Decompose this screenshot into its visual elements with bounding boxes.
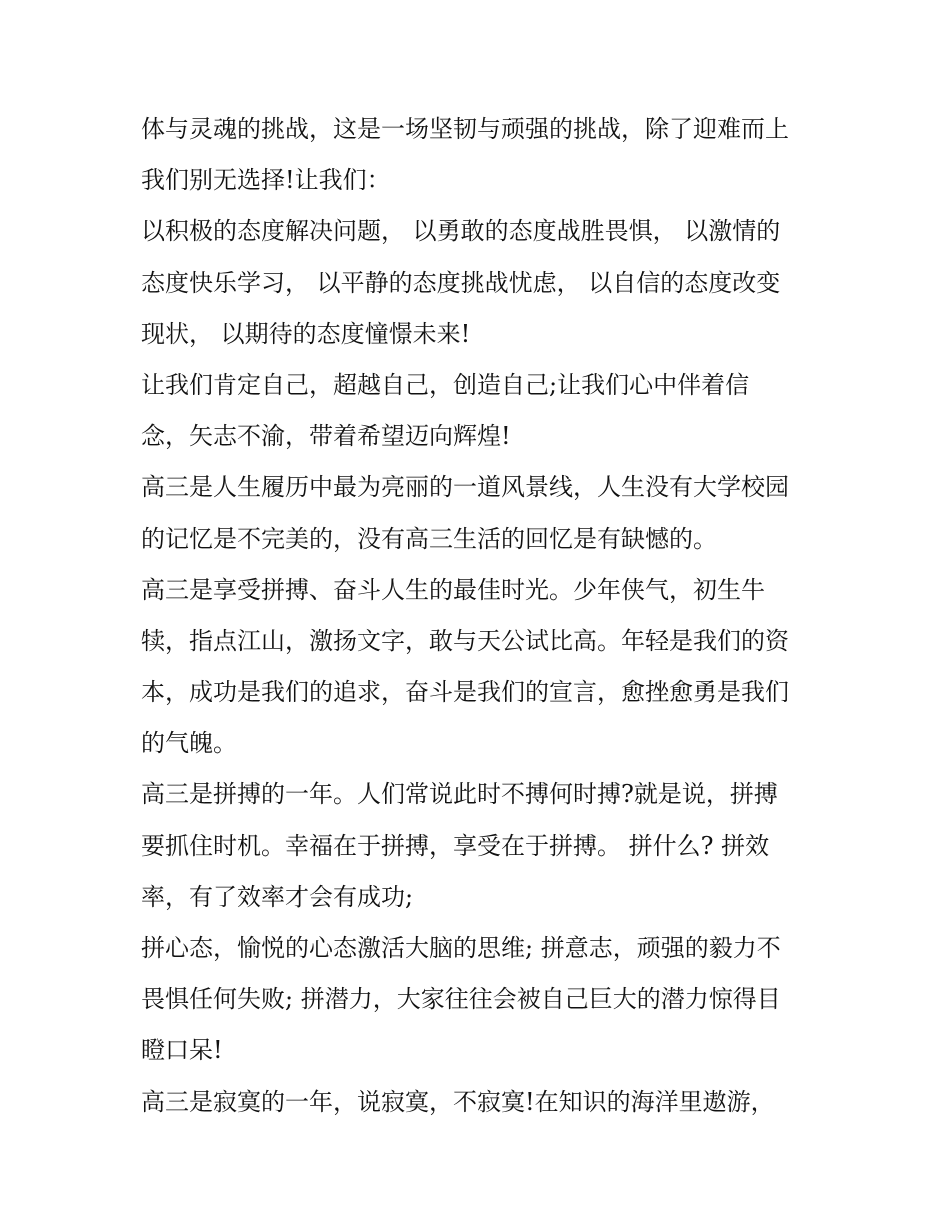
text-line: 犊，指点江山，激扬文字，敢与天公试比高。年轻是我们的资: [141, 626, 789, 655]
text-line: 要抓住时机。幸福在于拼搏，享受在于拼搏。 拼什么? 拼效: [141, 831, 770, 860]
text-line: 念，矢志不渝，带着希望迈向辉煌!: [141, 422, 511, 451]
body-text: [141, 104, 821, 1128]
text-line: 高三是人生履历中最为亮丽的一道风景线，人生没有大学校园: [141, 473, 789, 502]
text-line: 率，有了效率才会有成功;: [141, 882, 414, 911]
text-line: 拼心态，愉悦的心态激活大脑的思维; 拼意志，顽强的毅力不: [141, 934, 781, 962]
text-line: 让我们肯定自己，超越自己，创造自己;让我们心中伴着信: [141, 370, 750, 399]
text-line: 高三是拼搏的一年。人们常说此时不搏何时搏?就是说，拼搏: [141, 780, 778, 809]
text-line: 高三是享受拼搏、奋斗人生的最佳时光。少年侠气，初生牛: [141, 575, 765, 604]
text-line: 现状， 以期待的态度憧憬未来!: [141, 319, 471, 348]
text-line: 体与灵魂的挑战，这是一场坚韧与顽强的挑战，除了迎难而上: [141, 115, 789, 143]
text-line: 高三是寂寞的一年，说寂寞，不寂寞!在知识的海洋里遨游，: [141, 1087, 775, 1116]
text-line: 我们别无选择!让我们：: [141, 166, 391, 195]
text-line: 畏惧任何失败; 拼潜力，大家往往会被自己巨大的潜力惊得目: [141, 985, 781, 1014]
text-line: 的气魄。: [141, 729, 237, 758]
text-line: 瞪口呆!: [141, 1036, 223, 1065]
text-line: 以积极的态度解决问题， 以勇敢的态度战胜畏惧， 以激情的: [141, 217, 781, 246]
text-line: 态度快乐学习， 以平静的态度挑战忧虑， 以自信的态度改变: [141, 268, 781, 297]
text-line: 本，成功是我们的追求，奋斗是我们的宣言，愈挫愈勇是我们: [141, 678, 789, 707]
text-line: 的记忆是不完美的，没有高三生活的回忆是有缺憾的。: [141, 524, 717, 553]
